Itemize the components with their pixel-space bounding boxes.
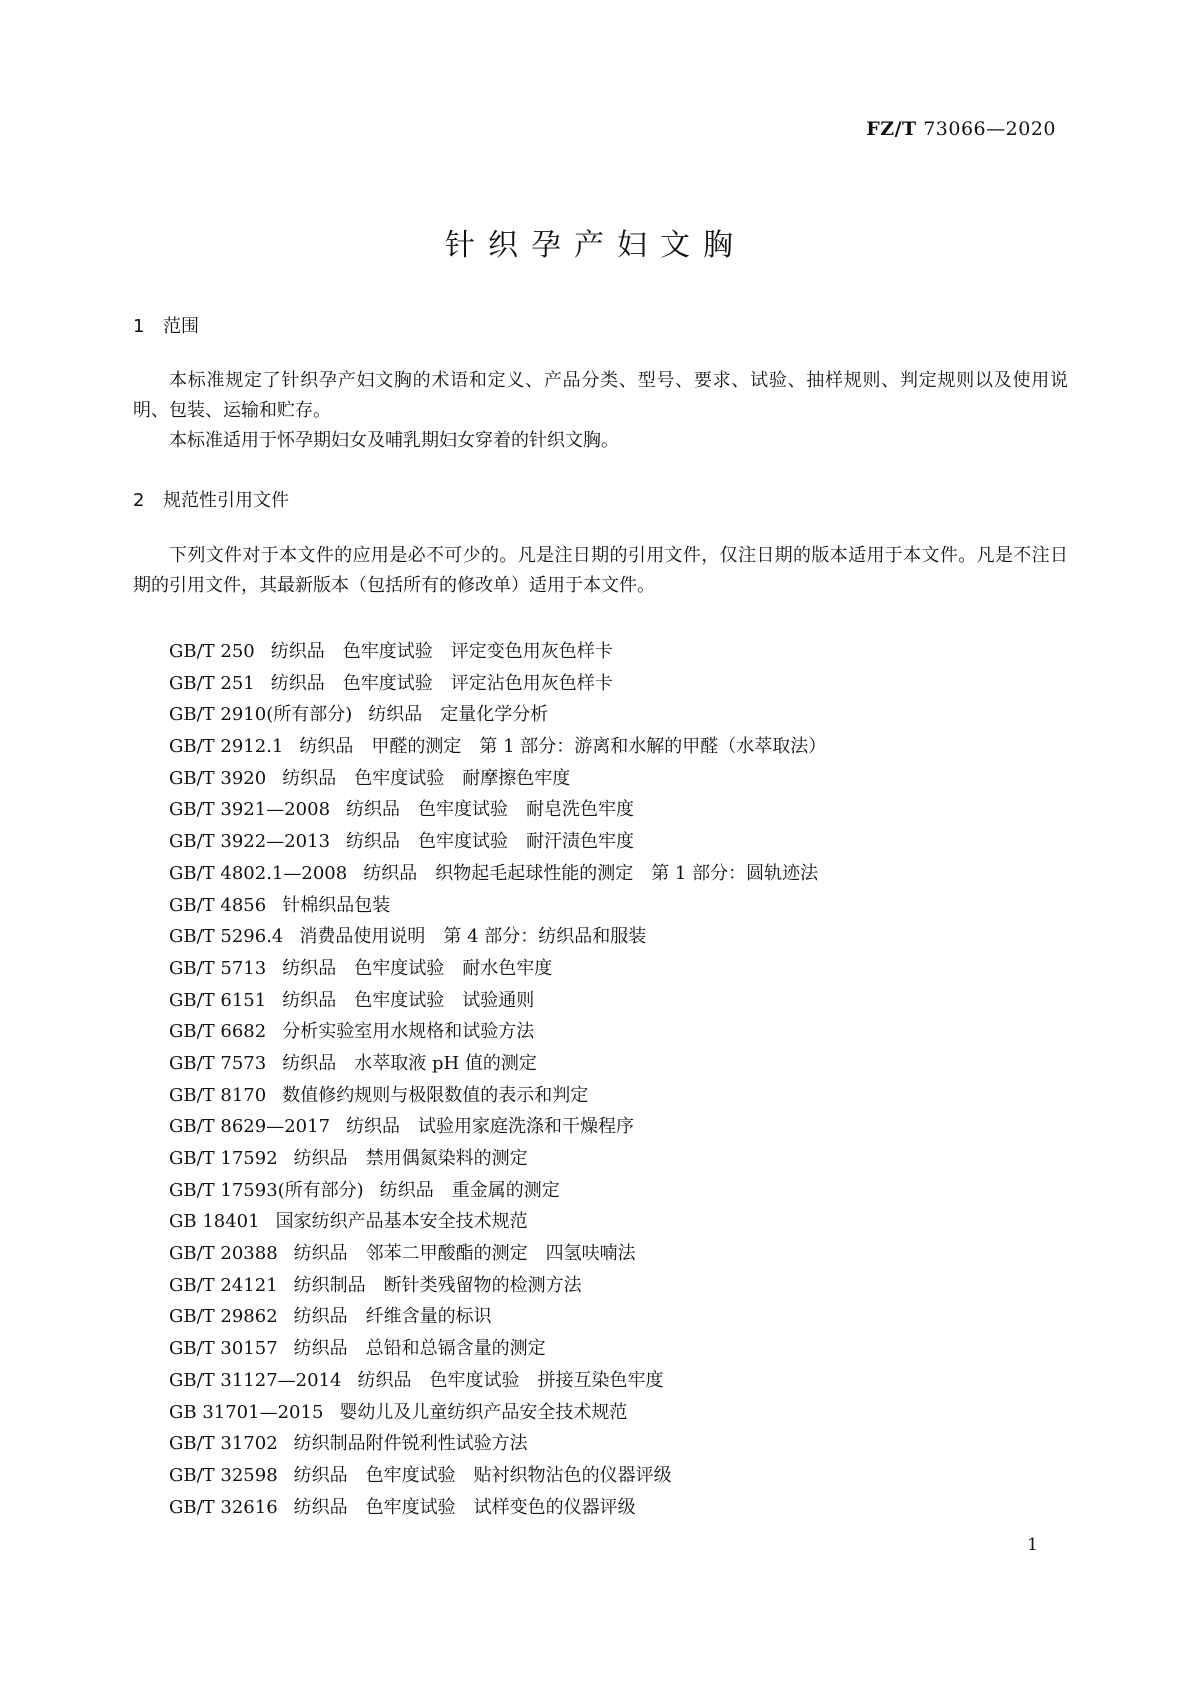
- section-1-title: 范围: [163, 316, 199, 337]
- reference-item: [169, 1111, 826, 1143]
- section-1-paragraph-2: 本标准适用于怀孕期妇女及哺乳期妇女穿着的针织文胸。: [169, 430, 619, 451]
- reference-title: 纺织品 色牢度试验 耐水色牢度: [282, 957, 553, 979]
- reference-code: GB/T 2912.1: [169, 736, 284, 758]
- reference-title: 纺织制品 断针类残留物的检测方法: [293, 1274, 582, 1296]
- reference-item: [169, 1365, 826, 1397]
- reference-title: 纺织品 色牢度试验 拼接互染色牢度: [357, 1369, 664, 1391]
- section-1-paragraph-1: 本标准规定了针织孕产妇文胸的术语和定义、产品分类、型号、要求、试验、抽样规则、判定规则以及使用说明、包装、运输和贮存。: [133, 370, 1068, 421]
- section-2-title: 规范性引用文件: [163, 490, 289, 511]
- reference-item: [169, 794, 826, 826]
- reference-code: GB/T 4856: [169, 894, 267, 916]
- reference-code: GB/T 3921—2008: [169, 799, 331, 821]
- section-1-number: 1: [133, 316, 145, 337]
- reference-code: GB/T 4802.1—2008: [169, 862, 348, 884]
- reference-title: 纺织品 色牢度试验 试样变色的仪器评级: [293, 1496, 636, 1518]
- reference-title: 消费品使用说明 第 4 部分：纺织品和服装: [299, 926, 647, 948]
- reference-item: [169, 763, 826, 795]
- reference-code: GB/T 6151: [169, 989, 267, 1011]
- reference-title: 数值修约规则与极限数值的表示和判定: [282, 1084, 589, 1106]
- reference-list: [169, 636, 826, 1523]
- reference-item: [169, 921, 826, 953]
- reference-item: [169, 1460, 826, 1492]
- reference-title: 国家纺织产品基本安全技术规范: [275, 1211, 528, 1233]
- reference-title: 纺织品 水萃取液 pH 值的测定: [282, 1052, 537, 1074]
- reference-item: [169, 731, 826, 763]
- reference-item: [169, 1301, 826, 1333]
- reference-title: 纺织品 邻苯二甲酸酯的测定 四氢呋喃法: [293, 1243, 636, 1265]
- reference-item: [169, 1397, 826, 1429]
- reference-code: GB/T 30157: [169, 1338, 278, 1360]
- section-2-heading: [133, 486, 289, 512]
- reference-code: GB/T 32616: [169, 1496, 278, 1518]
- section-1-heading: [133, 312, 199, 338]
- standard-code-number: 73066—2020: [916, 118, 1056, 140]
- reference-title: 分析实验室用水规格和试验方法: [282, 1021, 535, 1043]
- reference-item: [169, 699, 826, 731]
- reference-title: 纺织品 重金属的测定: [379, 1179, 560, 1201]
- reference-item: [169, 1206, 826, 1238]
- reference-title: 纺织品 纤维含量的标识: [293, 1306, 492, 1328]
- reference-title: 纺织品 色牢度试验 耐汗渍色牢度: [346, 831, 635, 853]
- reference-item: [169, 1016, 826, 1048]
- reference-item: [169, 1428, 826, 1460]
- reference-code: GB/T 250: [169, 641, 255, 662]
- reference-code: GB/T 31127—2014: [169, 1369, 342, 1391]
- document-title: 针织孕产妇文胸: [445, 228, 746, 263]
- reference-item: [169, 1175, 826, 1207]
- reference-code: GB/T 6682: [169, 1021, 267, 1043]
- reference-code: GB/T 24121: [169, 1274, 278, 1296]
- reference-code: GB/T 17592: [169, 1148, 278, 1169]
- reference-code: GB/T 31702: [169, 1433, 278, 1455]
- reference-title: 纺织品 定量化学分析: [368, 704, 549, 726]
- section-2-paragraph-1: 下列文件对于本文件的应用是必不可少的。凡是注日期的引用文件，仅注日期的版本适用于本文件。凡是不注日期的引用文件，其最新版本（包括所有的修改单）适用于本文件。: [133, 545, 1068, 596]
- reference-item: [169, 1238, 826, 1270]
- reference-title: 纺织品 色牢度试验 耐摩擦色牢度: [282, 767, 571, 789]
- reference-title: 纺织品 色牢度试验 评定沾色用灰色样卡: [270, 672, 613, 694]
- reference-code: GB/T 20388: [169, 1243, 278, 1265]
- section-2-number: 2: [133, 490, 145, 511]
- standard-code-prefix: FZ/T: [866, 118, 917, 140]
- reference-code: GB 31701—2015: [169, 1401, 324, 1423]
- reference-item: [169, 953, 826, 985]
- reference-item: [169, 826, 826, 858]
- reference-code: GB/T 32598: [169, 1464, 278, 1486]
- reference-title: 纺织品 禁用偶氮染料的测定: [293, 1148, 528, 1169]
- reference-title: 纺织品 织物起毛起球性能的测定 第 1 部分：圆轨迹法: [363, 862, 819, 884]
- reference-code: GB/T 8170: [169, 1084, 267, 1106]
- standard-code: [866, 118, 1056, 140]
- reference-item: [169, 1143, 826, 1175]
- reference-code: GB/T 7573: [169, 1052, 267, 1074]
- reference-code: GB/T 3922—2013: [169, 831, 331, 853]
- reference-title: 婴幼儿及儿童纺织产品安全技术规范: [339, 1401, 628, 1423]
- reference-item: [169, 858, 826, 890]
- reference-code: GB/T 3920: [169, 767, 267, 789]
- reference-title: 纺织品 色牢度试验 评定变色用灰色样卡: [270, 641, 613, 662]
- reference-item: [169, 1048, 826, 1080]
- reference-code: GB/T 5296.4: [169, 926, 284, 948]
- reference-item: [169, 890, 826, 922]
- reference-item: [169, 636, 826, 668]
- reference-title: 纺织制品附件锐利性试验方法: [293, 1433, 528, 1455]
- reference-title: 纺织品 试验用家庭洗涤和干燥程序: [346, 1116, 635, 1138]
- reference-item: [169, 1270, 826, 1302]
- reference-item: [169, 1492, 826, 1524]
- reference-item: [169, 985, 826, 1017]
- reference-title: 纺织品 色牢度试验 耐皂洗色牢度: [346, 799, 635, 821]
- reference-code: GB/T 17593(所有部分): [169, 1179, 364, 1201]
- reference-item: [169, 1333, 826, 1365]
- reference-title: 针棉织品包装: [282, 894, 391, 916]
- reference-code: GB/T 8629—2017: [169, 1116, 331, 1138]
- reference-title: 纺织品 甲醛的测定 第 1 部分：游离和水解的甲醛（水萃取法）: [299, 736, 827, 758]
- reference-title: 纺织品 色牢度试验 贴衬织物沾色的仪器评级: [293, 1464, 672, 1486]
- reference-code: GB 18401: [169, 1211, 260, 1233]
- reference-code: GB/T 251: [169, 672, 255, 694]
- reference-code: GB/T 29862: [169, 1306, 278, 1328]
- reference-code: GB/T 2910(所有部分): [169, 704, 353, 726]
- reference-title: 纺织品 总铅和总镉含量的测定: [293, 1338, 546, 1360]
- reference-code: GB/T 5713: [169, 957, 267, 979]
- reference-item: [169, 1080, 826, 1112]
- page-number: 1: [1027, 1535, 1038, 1555]
- reference-title: 纺织品 色牢度试验 试验通则: [282, 989, 535, 1011]
- reference-item: [169, 668, 826, 700]
